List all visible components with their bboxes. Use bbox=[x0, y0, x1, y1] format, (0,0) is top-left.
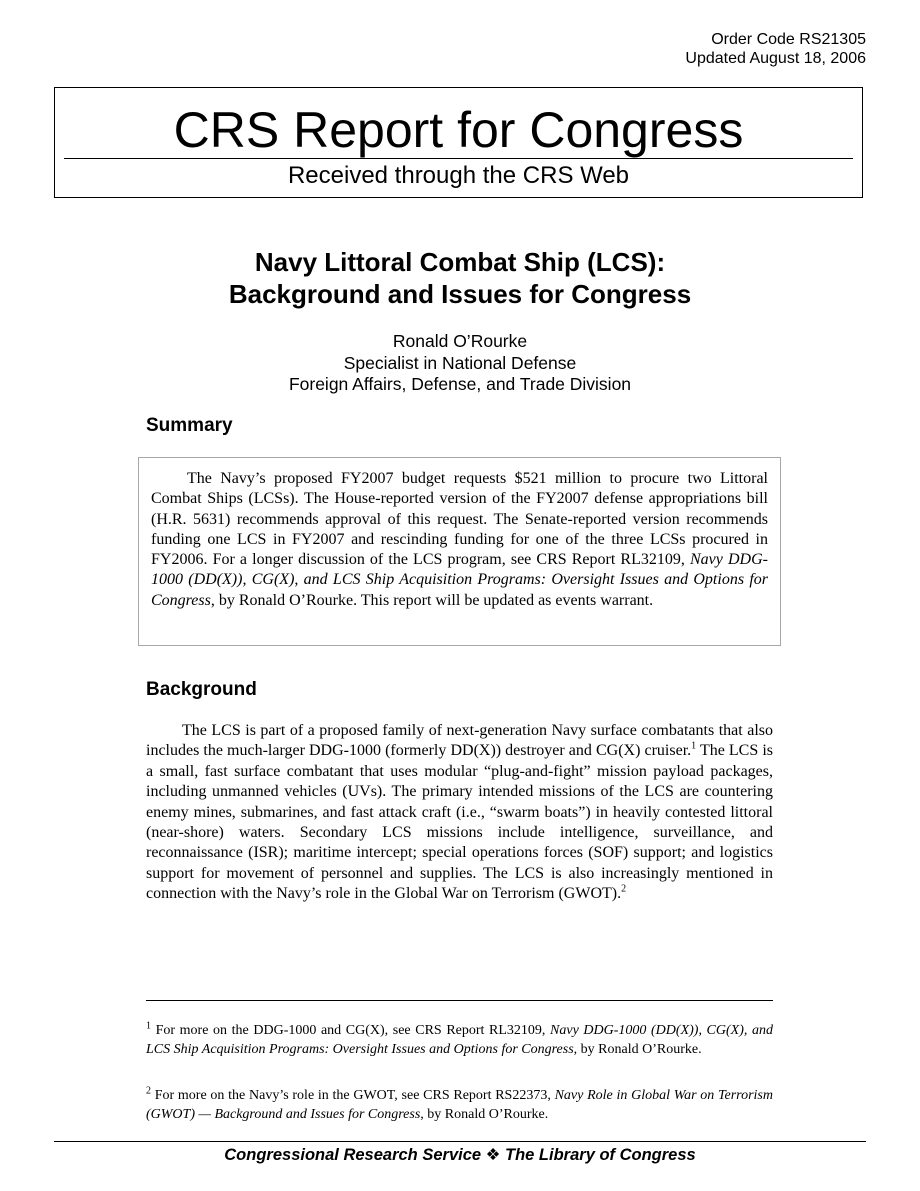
order-code: Order Code RS21305 bbox=[711, 31, 866, 48]
summary-text-part2: , by Ronald O’Rourke. This report will be updated as events warrant. bbox=[210, 591, 654, 609]
author-division: Foreign Affairs, Defense, and Trade Division bbox=[288, 374, 632, 394]
order-info bbox=[685, 30, 866, 68]
author-block bbox=[0, 331, 920, 396]
author-title: Specialist in National Defense bbox=[343, 352, 577, 373]
footnote-1-cited-report: Navy DDG-1000 (DD(X)), CG(X), and LCS Ship Acquisition Programs: Oversight Issues and Options for Congress bbox=[146, 1023, 773, 1057]
author-name: Ronald O’Rourke bbox=[392, 331, 528, 351]
footnote-2-part1: For more on the Navy’s role in the GWOT, see CRS Report RS22373, bbox=[151, 1088, 555, 1103]
background-text-part2: The LCS is a small, fast surface combatant that uses modular “plug-and-fight” mission payload packages, including unmanned vehicles (UVs). The primary intended missions of the LCS are countering enemy mines, submarines, and fast attack craft (i.e., “swarm boats”) in heavily contested littoral (near-shore) waters. Secondary LCS missions include intelligence, surveillance, and reconnaissance (ISR); maritime intercept; special operations forces (SOF) support; and logistics support for movement of personnel and supplies. The LCS is also increasingly mentioned in connection with the Navy’s role in the Global War on Terrorism (GWOT). bbox=[146, 742, 774, 903]
background-heading: Background bbox=[146, 679, 257, 700]
footnote-divider bbox=[146, 1000, 773, 1001]
footnote-ref-2[interactable]: 2 bbox=[621, 883, 627, 895]
banner-title: CRS Report for Congress bbox=[173, 102, 744, 158]
report-title-line1: Navy Littoral Combat Ship (LCS): bbox=[254, 247, 666, 277]
footnote-1-part1: For more on the DDG-1000 and CG(X), see CRS Report RL32109, bbox=[151, 1023, 551, 1038]
report-title bbox=[0, 246, 920, 310]
footnote-ref-1[interactable]: 1 bbox=[691, 741, 697, 753]
footnote-1 bbox=[146, 1021, 773, 1059]
updated-date: Updated August 18, 2006 bbox=[685, 50, 866, 67]
footer-divider bbox=[54, 1141, 866, 1142]
report-title-line2: Background and Issues for Congress bbox=[228, 279, 692, 309]
background-text bbox=[146, 721, 773, 905]
summary-cited-report: Navy DDG-1000 (DD(X)), CG(X), and LCS Ship Acquisition Programs: Oversight Issues and Options for Congress bbox=[151, 551, 768, 609]
footnote-2-number: 2 bbox=[146, 1085, 151, 1097]
footnote-2-part2: , by Ronald O’Rourke. bbox=[420, 1107, 549, 1122]
background-text-part1: The LCS is part of a proposed family of next-generation Navy surface combatants that also includes the much-larger DDG-1000 (formerly DD(X)) destroyer and CG(X) cruiser. bbox=[146, 722, 773, 760]
footnote-2-cited-report: Navy Role in Global War on Terrorism (GWOT) — Background and Issues for Congress bbox=[146, 1088, 773, 1122]
summary-heading: Summary bbox=[146, 415, 233, 436]
summary-text-part1: The Navy’s proposed FY2007 budget requests $521 million to procure two Littoral Combat Ships (LCSs). The House-reported version of the FY2007 defense appropriations bill (H.R. 5631) recommends approval of this request. The Senate-reported version recommends funding one LCS in FY2007 and rescinding funding for one of the three LCSs procured in FY2006. For a longer discussion of the LCS program, see CRS Report RL32109, bbox=[151, 470, 768, 569]
footnote-1-number: 1 bbox=[146, 1020, 151, 1032]
banner-divider bbox=[64, 158, 853, 159]
report-banner bbox=[54, 87, 863, 198]
page-footer: Congressional Research Service ❖ The Library of Congress bbox=[224, 1146, 696, 1164]
summary-box bbox=[138, 457, 781, 646]
banner-subtitle: Received through the CRS Web bbox=[287, 162, 630, 189]
footnote-2 bbox=[146, 1086, 773, 1124]
footnote-1-part2: , by Ronald O’Rourke. bbox=[573, 1042, 702, 1057]
summary-text bbox=[151, 469, 768, 611]
